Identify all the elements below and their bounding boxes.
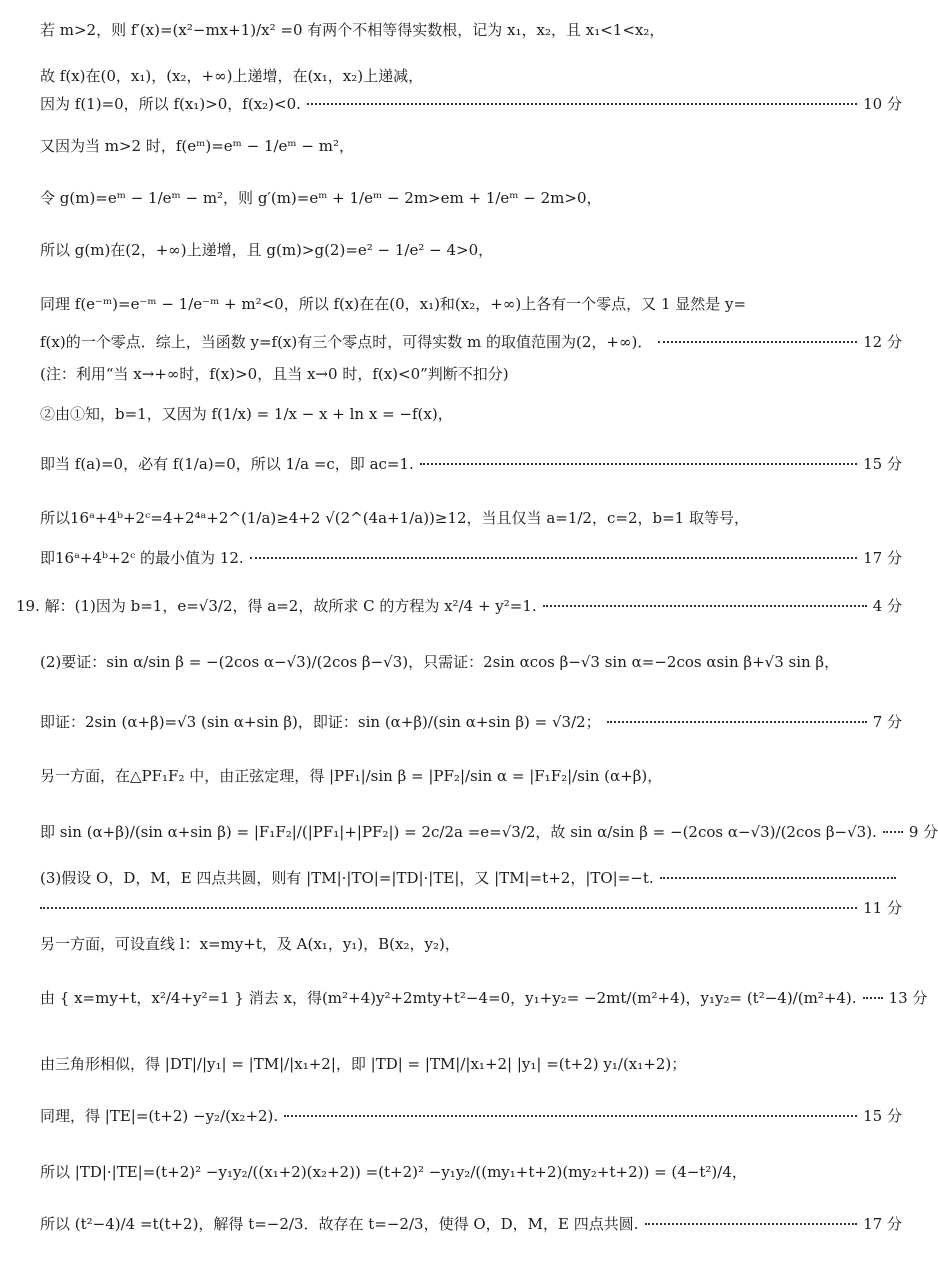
score-label: 17 分 xyxy=(863,1215,902,1233)
text-line-17 xyxy=(40,766,902,786)
text-line-16 xyxy=(40,712,902,732)
line-text: 故 f(x)在(0，x₁)，(x₂，+∞)上递增，在(x₁，x₂)上递减， xyxy=(40,67,424,85)
line-text: 由三角形相似，得 |DT|/|y₁| = |TM|/|x₁+2|，即 |TD| = |TM|/|x₁+2| |y₁| =(t+2) y₁/(x₁+2)； xyxy=(40,1055,687,1073)
text-line-21 xyxy=(40,934,902,954)
dotted-leader xyxy=(607,721,867,723)
line-text: 所以 g(m)在(2，+∞)上递增，且 g(m)>g(2)=e² − 1/e² − 4>0， xyxy=(40,241,494,259)
line-text: 所以16ᵃ+4ᵇ+2ᶜ=4+2⁴ᵃ+2^(1/a)≥4+2 √(2^(4a+1/a))≥12，当且仅当 a=1/2，c=2，b=1 取等号， xyxy=(40,509,749,527)
score-label: 11 分 xyxy=(863,899,902,917)
text-line-20 xyxy=(40,898,902,918)
line-text: 19. 解：(1)因为 b=1，e=√3/2，得 a=2，故所求 C 的方程为 x²/4 + y²=1. xyxy=(16,597,537,615)
text-line-18 xyxy=(40,822,938,842)
score-label: 9 分 xyxy=(908,823,938,841)
line-text: ②由①知，b=1，又因为 f(1/x) = 1/x − x + ln x = −f(x)， xyxy=(40,405,453,423)
line-text: 又因为当 m>2 时，f(eᵐ)=eᵐ − 1/eᵐ − m²， xyxy=(40,137,354,155)
score-label: 12 分 xyxy=(863,333,902,351)
line-text: 另一方面，在△PF₁F₂ 中，由正弦定理，得 |PF₁|/sin β = |PF₂|/sin α = |F₁F₂|/sin (α+β)， xyxy=(40,767,663,785)
score-label: 4 分 xyxy=(872,597,902,615)
score-label: 13 分 xyxy=(888,989,928,1007)
text-line-25 xyxy=(40,1162,902,1182)
line-text: (注：利用“当 x→+∞时，f(x)>0，且当 x→0 时，f(x)<0”判断不扣分) xyxy=(40,365,509,383)
dotted-leader xyxy=(250,557,857,559)
line-text: 所以 (t²−4)/4 =t(t+2)，解得 t=−2/3．故存在 t=−2/3，使得 O，D，M，E 四点共圆. xyxy=(40,1215,639,1233)
line-text: (2)要证：sin α/sin β = −(2cos α−√3)/(2cos β−√3)，只需证：2sin αcos β−√3 sin α=−2cos αsin β+√3 sin β， xyxy=(40,653,840,671)
line-text: 另一方面，可设直线 l：x=my+t，及 A(x₁，y₁)，B(x₂，y₂)， xyxy=(40,935,460,953)
dotted-leader xyxy=(420,463,857,465)
line-text: 即16ᵃ+4ᵇ+2ᶜ 的最小值为 12. xyxy=(40,549,244,567)
text-line-8 xyxy=(40,332,902,352)
text-line-7 xyxy=(40,294,902,314)
line-text: 由 { x=my+t，x²/4+y²=1 } 消去 x，得(m²+4)y²+2mty+t²−4=0，y₁+y₂= −2mt/(m²+4)，y₁y₂= (t²−4)/(m²+4). xyxy=(40,989,857,1007)
score-label: 10 分 xyxy=(863,95,902,113)
line-text: 令 g(m)=eᵐ − 1/eᵐ − m²，则 g′(m)=eᵐ + 1/eᵐ − 2m>em + 1/eᵐ − 2m>0， xyxy=(40,189,602,207)
line-text: 所以 |TD|·|TE|=(t+2)² −y₁y₂/((x₁+2)(x₂+2)) =(t+2)² −y₁y₂/((my₁+t+2)(my₂+t+2)) = (4−t²)/4， xyxy=(40,1163,747,1181)
line-text: 即证：2sin (α+β)=√3 (sin α+sin β)，即证：sin (α+β)/(sin α+sin β) = √3/2； xyxy=(40,713,601,731)
dotted-leader xyxy=(660,877,896,879)
text-line-6 xyxy=(40,240,902,260)
line-text: 同理，得 |TE|=(t+2) −y₂/(x₂+2). xyxy=(40,1107,279,1125)
line-text: 同理 f(e⁻ᵐ)=e⁻ᵐ − 1/e⁻ᵐ + m²<0，所以 f(x)在在(0，x₁)和(x₂，+∞)上各有一个零点，又 1 显然是 y= xyxy=(40,295,747,313)
text-line-19 xyxy=(40,868,902,888)
text-line-10 xyxy=(40,404,902,424)
text-line-13 xyxy=(40,548,902,568)
line-text: f(x)的一个零点．综上，当函数 y=f(x)有三个零点时，可得实数 m 的取值范围为(2，+∞)． xyxy=(40,333,653,351)
text-line-1 xyxy=(40,20,902,40)
text-line-26 xyxy=(40,1214,902,1234)
text-line-14 xyxy=(16,596,902,616)
text-line-22 xyxy=(40,988,928,1008)
dotted-leader xyxy=(543,605,867,607)
text-line-24 xyxy=(40,1106,902,1126)
text-line-23 xyxy=(40,1054,902,1074)
dotted-leader xyxy=(284,1115,857,1117)
dotted-leader xyxy=(307,103,857,105)
line-text: (3)假设 O，D，M，E 四点共圆，则有 |TM|·|TO|=|TD|·|TE|，又 |TM|=t+2，|TO|=−t. xyxy=(40,869,654,887)
text-line-15 xyxy=(40,652,902,672)
dotted-leader xyxy=(658,341,857,343)
text-line-5 xyxy=(40,188,902,208)
line-text: 即 sin (α+β)/(sin α+sin β) = |F₁F₂|/(|PF₁|+|PF₂|) = 2c/2a =e=√3/2，故 sin α/sin β = −(2cos α−√3)/(2cos β−√3). xyxy=(40,823,877,841)
dotted-leader xyxy=(645,1223,858,1225)
dotted-leader xyxy=(863,997,883,999)
text-line-2 xyxy=(40,66,902,86)
text-line-9 xyxy=(40,364,902,384)
text-line-4 xyxy=(40,136,902,156)
line-text: 因为 f(1)=0，所以 f(x₁)>0，f(x₂)<0. xyxy=(40,95,301,113)
text-line-12 xyxy=(40,508,902,528)
score-label: 15 分 xyxy=(863,1107,902,1125)
score-label: 7 分 xyxy=(872,713,902,731)
line-text: 即当 f(a)=0，必有 f(1/a)=0，所以 1/a =c，即 ac=1. xyxy=(40,455,414,473)
text-line-11 xyxy=(40,454,902,474)
text-line-3 xyxy=(40,94,902,114)
dotted-leader xyxy=(883,831,903,833)
score-label: 15 分 xyxy=(863,455,902,473)
line-text: 若 m>2，则 f′(x)=(x²−mx+1)/x² =0 有两个不相等得实数根，记为 x₁，x₂，且 x₁<1<x₂， xyxy=(40,21,665,39)
score-label: 17 分 xyxy=(863,549,902,567)
dotted-leader xyxy=(40,907,857,909)
